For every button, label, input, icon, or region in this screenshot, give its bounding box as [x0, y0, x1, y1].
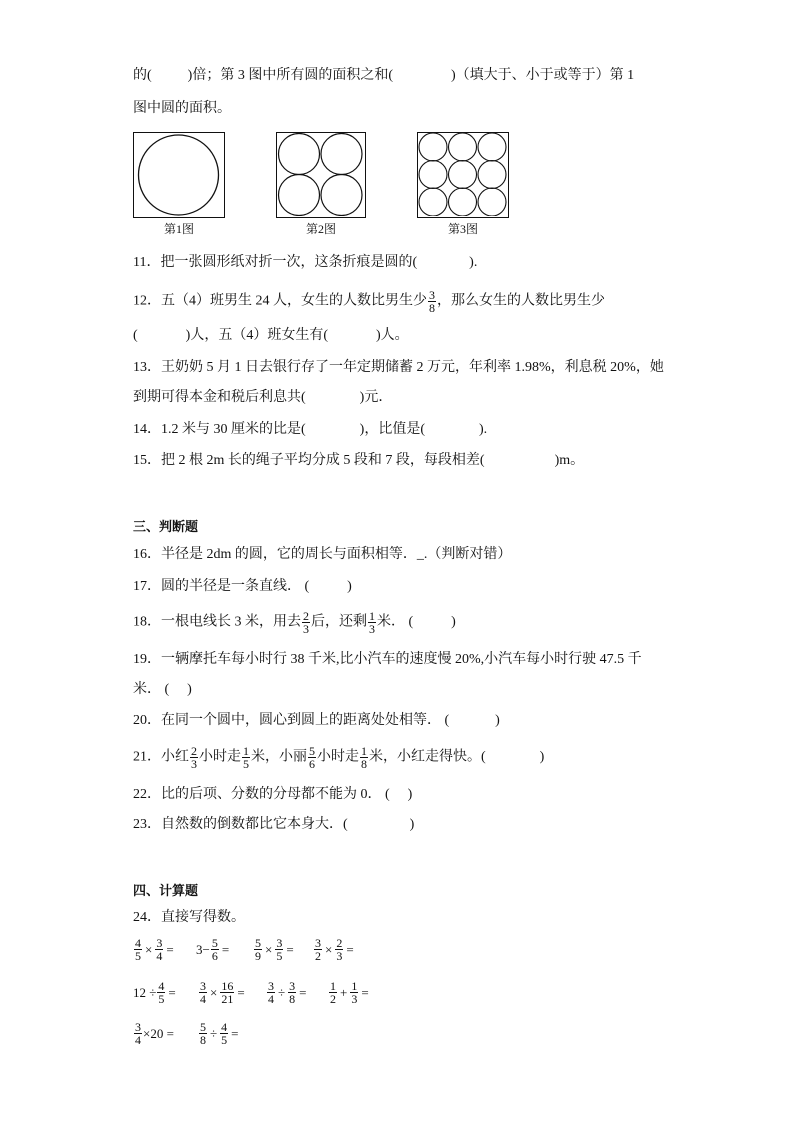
- section-4-heading: 四、计算题: [133, 884, 199, 899]
- section-3-heading: 三、判断题: [133, 520, 199, 535]
- fraction: $\frac{3}{8}$: [429, 288, 435, 315]
- calc-expression: $\frac{4}{5}$ × $\frac{3}{4}$ =: [135, 936, 174, 963]
- calc-expression: $\frac{1}{2}$ + $\frac{1}{3}$ =: [330, 979, 369, 1006]
- figure-3-circles: [418, 133, 507, 216]
- question-22: 22．比的后项、分数的分母都不能为 0． ( ): [133, 787, 413, 802]
- calc-expression: $\frac{3}{2}$ × $\frac{2}{3}$ =: [315, 936, 354, 963]
- figure-1-caption: 第1图: [163, 222, 194, 236]
- q10-line1: 的( )倍；第 3 图中所有圆的面积之和( )（填大于、小于或等于）第 1: [133, 68, 635, 83]
- question-12-line2: ( )人，五（4）班女生有( )人。: [133, 328, 409, 343]
- question-14: 14．1.2 米与 30 厘米的比是( )，比值是( ).: [133, 422, 488, 437]
- question-18: 18．一根电线长 3 米，用去 $\frac{2}{3}$ 后，还剩 $\frac{1}{3}$ 米． ( ): [133, 609, 456, 636]
- figure-2-circles: [277, 133, 364, 216]
- figure-2: [276, 132, 366, 236]
- q10-line2: 图中圆的面积。: [133, 101, 231, 116]
- fraction: $\frac{2}{3}$: [303, 609, 309, 636]
- calc-expression: $\frac{5}{8}$ ÷ $\frac{4}{5}$ =: [200, 1020, 239, 1047]
- question-19-line2: 米． ( ): [133, 682, 192, 697]
- question-13-line2: 到期可得本金和税后利息共( )元．: [133, 390, 393, 405]
- calc-expression: 3− $\frac{5}{6}$ =: [196, 936, 230, 963]
- figure-2-caption: 第2图: [305, 222, 336, 236]
- question-12: 12．五（4）班男生 24 人，女生的人数比男生少 $\frac{3}{8}$ ，那么女生的人数比男生少: [133, 288, 605, 315]
- calc-expression: $\frac{3}{4}$ ×20 =: [135, 1020, 174, 1047]
- question-16: 16．半径是 2dm 的圆，它的周长与面积相等．_.（判断对错）: [133, 547, 512, 562]
- fraction: $\frac{5}{6}$: [309, 744, 315, 771]
- question-20: 20．在同一个圆中，圆心到圆上的距离处处相等． ( ): [133, 713, 500, 728]
- question-13: 13．王奶奶 5 月 1 日去银行存了一年定期储蓄 2 万元，年利率 1.98%，利息税 20%，她: [133, 360, 664, 375]
- question-21: 21．小红 $\frac{2}{3}$ 小时走 $\frac{1}{5}$ 米，小丽 $\frac{5}{6}$ 小时走 $\frac{1}{8}$ 米，小红走得快。( ): [133, 744, 545, 771]
- question-15: 15．把 2 根 2m 长的绳子平均分成 5 段和 7 段，每段相差( )m。: [133, 453, 585, 468]
- question-19: 19．一辆摩托车每小时行 38 千米,比小汽车的速度慢 20%,小汽车每小时行驶 47.5 千: [133, 652, 642, 667]
- figure-3: [417, 132, 509, 236]
- question-11: 11．把一张圆形纸对折一次，这条折痕是圆的( ).: [133, 255, 478, 270]
- figure-3-caption: 第3图: [447, 222, 478, 236]
- fraction: $\frac{1}{3}$: [369, 609, 375, 636]
- fraction: $\frac{1}{8}$: [361, 744, 367, 771]
- calc-expression: 12 ÷ $\frac{4}{5}$ =: [133, 979, 176, 1006]
- question-23: 23．自然数的倒数都比它本身大．( ): [133, 817, 415, 832]
- calc-expression: $\frac{3}{4}$ × $\frac{16}{21}$ =: [200, 979, 245, 1006]
- fraction: $\frac{1}{5}$: [243, 744, 249, 771]
- calc-expression: $\frac{3}{4}$ ÷ $\frac{3}{8}$ =: [268, 979, 307, 1006]
- calc-expression: $\frac{5}{9}$ × $\frac{3}{5}$ =: [255, 936, 294, 963]
- figure-1: [133, 132, 225, 236]
- question-17: 17．圆的半径是一条直线． ( ): [133, 579, 352, 594]
- question-24-title: 24．直接写得数。: [133, 910, 245, 925]
- figure-1-circle: [134, 133, 223, 216]
- fraction: $\frac{2}{3}$: [191, 744, 197, 771]
